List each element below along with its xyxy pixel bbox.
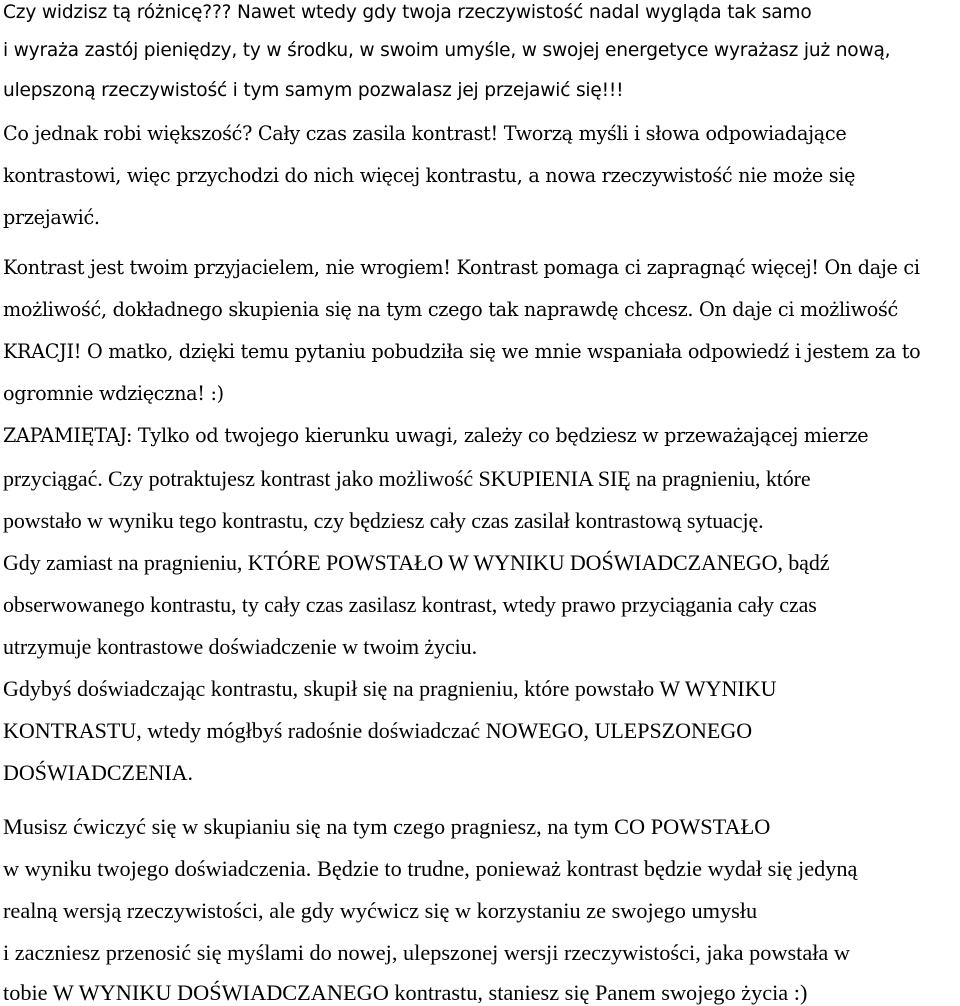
text-line: i zaczniesz przenosić się myślami do nowej, ulepszonej wersji rzeczywistości, jaka powstała w: [3, 940, 850, 965]
text-line: ZAPAMIĘTAJ: Tylko od twojego kierunku uwagi, zależy co będziesz w przeważającej mierze: [3, 424, 869, 447]
text-line: Kontrast jest twoim przyjacielem, nie wrogiem! Kontrast pomaga ci zapragnąć więcej! On daje ci: [3, 256, 920, 279]
text-line: Czy widzisz tą różnicę??? Nawet wtedy gdy twoja rzeczywistość nadal wygląda tak samo: [3, 2, 812, 23]
text-line: Gdy zamiast na pragnieniu, KTÓRE POWSTAŁO W WYNIKU DOŚWIADCZANEGO, bądź: [3, 550, 830, 575]
text-line: Gdybyś doświadczając kontrastu, skupił się na pragnieniu, które powstało W WYNIKU: [3, 676, 777, 701]
text-line: realną wersją rzeczywistości, ale gdy wyćwicz się w korzystaniu ze swojego umysłu: [3, 898, 758, 923]
text-line: kontrastowi, więc przychodzi do nich więcej kontrastu, a nowa rzeczywistość nie może się: [3, 164, 856, 187]
text-line: KRACJI! O matko, dzięki temu pytaniu pobudziła się we mnie wspaniała odpowiedź i jestem za to: [3, 340, 921, 363]
text-line: przyciągać. Czy potraktujesz kontrast jako możliwość SKUPIENIA SIĘ na pragnieniu, które: [3, 466, 811, 491]
text-line: i wyraża zastój pieniędzy, ty w środku, w swoim umyśle, w swojej energetyce wyrażasz już nową,: [3, 40, 891, 61]
text-line: w wyniku twojego doświadczenia. Będzie to trudne, ponieważ kontrast będzie wydał się jedyną: [3, 856, 858, 881]
text-line: Musisz ćwiczyć się w skupianiu się na tym czego pragniesz, na tym CO POWSTAŁO: [3, 814, 771, 839]
text-line: przejawić.: [3, 206, 100, 229]
text-line: powstało w wyniku tego kontrastu, czy będziesz cały czas zasilał kontrastową sytuację.: [3, 508, 764, 533]
text-line: KONTRASTU, wtedy mógłbyś radośnie doświadczać NOWEGO, ULEPSZONEGO: [3, 718, 753, 743]
text-line: utrzymuje kontrastowe doświadczenie w twoim życiu.: [3, 634, 477, 659]
text-line: możliwość, dokładnego skupienia się na tym czego tak naprawdę chcesz. On daje ci możliwość: [3, 298, 898, 321]
text-line: ulepszoną rzeczywistość i tym samym pozwalasz jej przejawić się!!!: [3, 80, 624, 101]
text-line: Co jednak robi większość? Cały czas zasila kontrast! Tworzą myśli i słowa odpowiadające: [3, 122, 847, 145]
text-line: obserwowanego kontrastu, ty cały czas zasilasz kontrast, wtedy prawo przyciągania cały czas: [3, 592, 817, 617]
text-line: ogromnie wdzięczna! :): [3, 382, 224, 405]
text-line: tobie W WYNIKU DOŚWIADCZANEGO kontrastu, staniesz się Panem swojego życia :): [3, 980, 808, 1005]
text-line: DOŚWIADCZENIA.: [3, 760, 194, 785]
